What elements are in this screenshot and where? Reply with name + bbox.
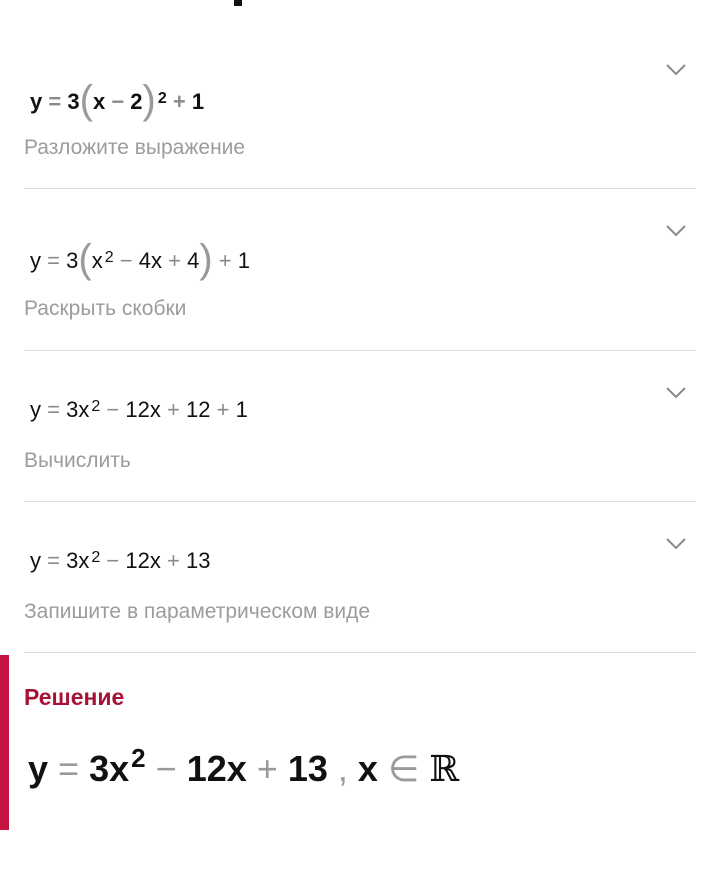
chevron-down-icon[interactable] — [666, 225, 682, 241]
top-cut-glyph — [234, 0, 242, 6]
step-2[interactable] — [24, 189, 696, 351]
chevron-down-icon[interactable] — [666, 64, 682, 80]
chevron-down-icon[interactable] — [666, 387, 682, 403]
step-description: Раскрыть скобки — [24, 297, 187, 320]
step-1[interactable] — [24, 40, 696, 189]
step-expression: y = 3x $^2$ − 12x + 12 + 1 — [30, 397, 248, 422]
step-expression: y = 3x $^2$ − 12x + 13 — [30, 548, 211, 573]
step-4[interactable] — [24, 502, 696, 653]
step-description: Разложите выражение — [24, 136, 246, 159]
step-expression: y = 3(x − 2) $^2$ + 1 — [30, 78, 205, 122]
solution-accent-bar — [0, 655, 9, 830]
chevron-down-icon[interactable] — [666, 538, 682, 554]
step-description: Запишите в параметрическом виде — [24, 600, 371, 623]
step-3[interactable] — [24, 351, 696, 502]
solution-title: Решение — [24, 684, 125, 710]
step-description: Вычислить — [24, 449, 131, 472]
step-expression: y = 3(x $^2$ − 4x + 4) + 1 — [30, 237, 250, 281]
solution-expression: $y = 3x^2 - 12x + 13$ , x ∈ ℝ — [28, 743, 460, 790]
